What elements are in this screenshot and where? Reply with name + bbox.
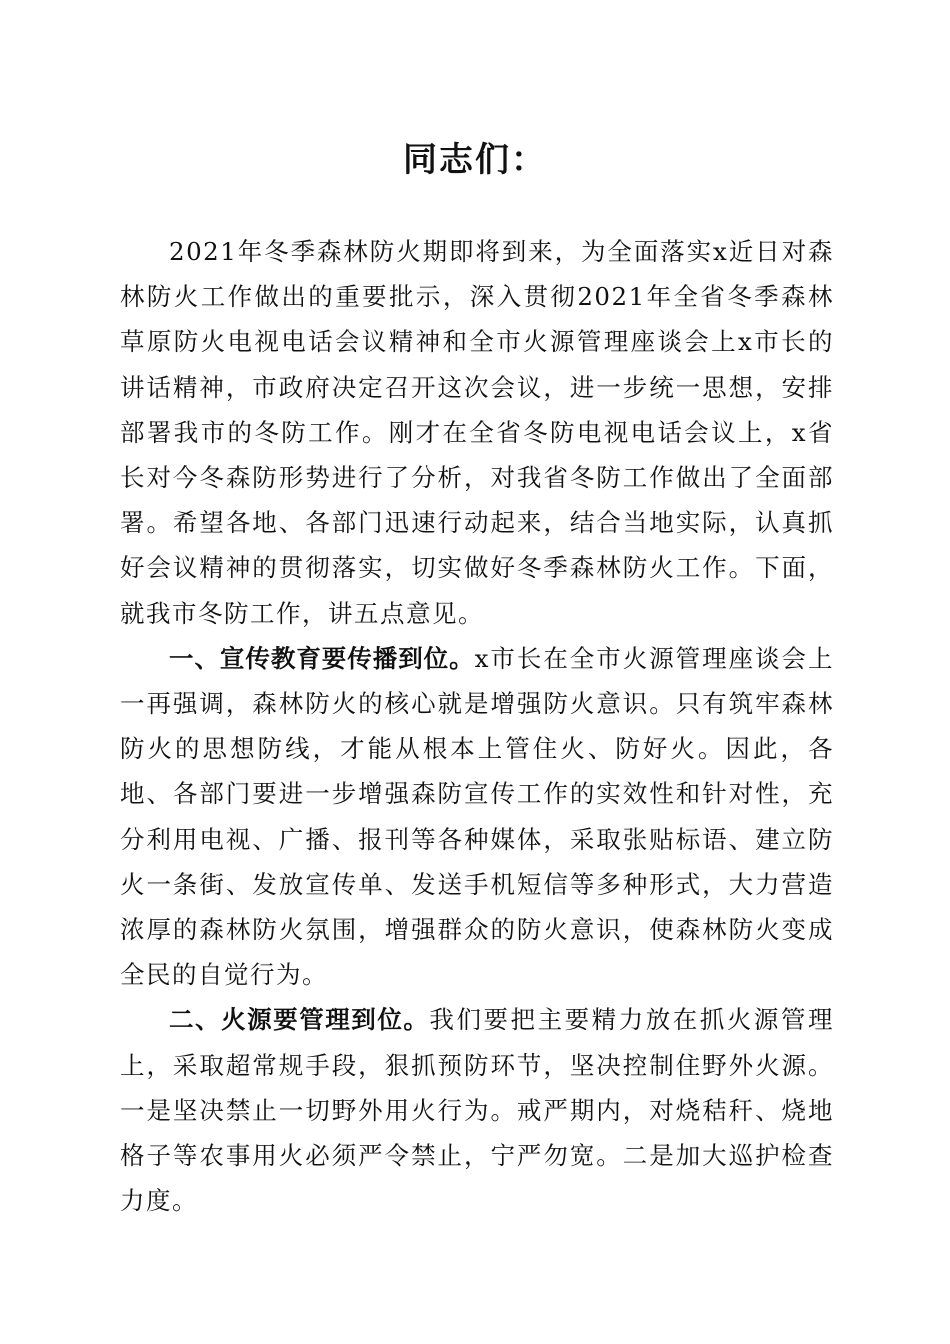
paragraph-intro	[120, 229, 834, 636]
section-1-heading: 一、宣传教育要传播到位。	[169, 643, 475, 673]
document-body	[120, 229, 834, 1223]
document-title: 同志们：	[403, 140, 547, 180]
paragraph-section-1	[120, 636, 834, 998]
paragraph-intro-text: 2021年冬季森林防火期即将到来，为全面落实x近日对森林防火工作做出的重要批示，深入贯彻2021年全省冬季森林草原防火电视电话会议精神和全市火源管理座谈会上x市长的讲话精神，市政府决定召开这次会议，进一步统一思想，安排部署我市的冬防工作。刚才在全省冬防电视电话会议上，x省长对今冬森防形势进行了分析，对我省冬防工作做出了全面部署。希望各地、各部门迅速行动起来，结合当地实际，认真抓好会议精神的贯彻落实，切实做好冬季森林防火工作。下面，就我市冬防工作，讲五点意见。	[120, 237, 834, 628]
section-2-heading: 二、火源要管理到位。	[169, 1005, 430, 1035]
section-2-text: 我们要把主要精力放在抓火源管理上，采取超常规手段，狠抓预防环节，坚决控制住野外火源。一是坚决禁止一切野外用火行为。戒严期内，对烧秸秆、烧地格子等农事用火必须严令禁止，宁严勿宽。二是加大巡护检查力度。	[120, 1005, 835, 1216]
paragraph-section-2	[120, 997, 834, 1223]
section-1-text: x市长在全市火源管理座谈会上一再强调，森林防火的核心就是增强防火意识。只有筑牢森林防火的思想防线，才能从根本上管住火、防好火。因此，各地、各部门要进一步增强森防宣传工作的实效性和针对性，充分利用电视、广播、报刊等各种媒体，采取张贴标语、建立防火一条街、发放宣传单、发送手机短信等多种形式，大力营造浓厚的森林防火氛围，增强群众的防火意识，使森林防火变成全民的自觉行为。	[120, 643, 834, 990]
